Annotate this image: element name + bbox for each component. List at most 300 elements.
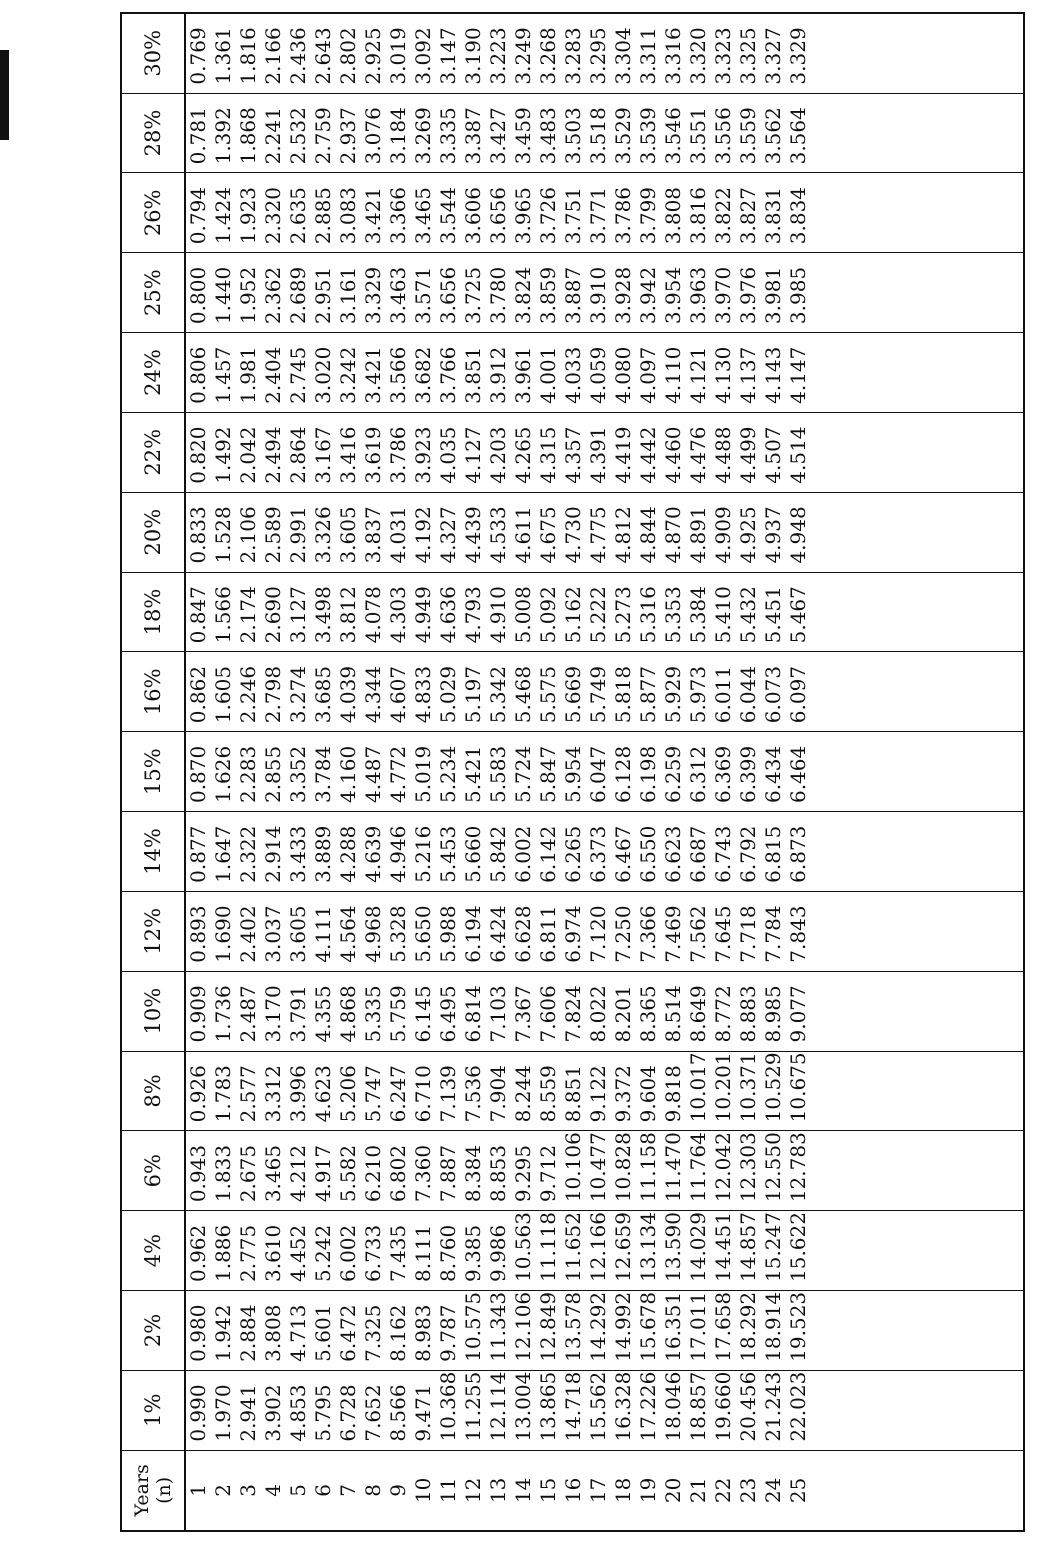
table-cell: 4.730 <box>561 506 585 564</box>
table-cell: 5.575 <box>536 665 560 724</box>
table-cell: 8.760 <box>436 1224 460 1282</box>
n-header-label: (n) <box>153 1476 175 1504</box>
table-cell: 2.106 <box>236 506 260 564</box>
table-cell: 8.559 <box>536 1065 560 1123</box>
table-cell: 3.786 <box>386 426 410 484</box>
table-cell: 3.551 <box>686 107 710 165</box>
table-cell: 21.243 <box>761 1371 785 1442</box>
table-cell: 8.201 <box>611 985 635 1043</box>
value-group <box>311 100 436 165</box>
table-cell: 12.114 <box>486 1371 510 1442</box>
table-cell: 3.766 <box>436 346 460 404</box>
table-cell: 2.643 <box>311 27 335 85</box>
rate-column <box>185 812 1024 892</box>
table-cell: 11.255 <box>461 1371 485 1442</box>
value-group <box>686 579 811 644</box>
table-cell: 1.886 <box>211 1224 235 1282</box>
table-cell: 1.952 <box>236 266 260 325</box>
rate-column <box>185 412 1024 492</box>
table-cell: 3.092 <box>411 27 435 85</box>
value-group <box>186 419 311 484</box>
value-group <box>311 579 436 644</box>
table-cell: 3.465 <box>411 186 435 245</box>
table-cell: 14.029 <box>686 1212 710 1282</box>
table-cell: 2.884 <box>236 1304 260 1362</box>
table-cell: 4.476 <box>686 426 710 484</box>
table-cell: 5.092 <box>536 586 560 644</box>
table-cell: 4.203 <box>486 426 510 484</box>
table-cell: 3.242 <box>336 346 360 404</box>
table-cell: 7.887 <box>436 1144 460 1203</box>
table-cell: 4.925 <box>736 506 760 564</box>
table-cell: 3.387 <box>461 107 485 165</box>
table-cell: 20.456 <box>736 1371 760 1442</box>
table-cell: 2.991 <box>286 506 310 564</box>
table-cell: 8.384 <box>461 1144 485 1203</box>
rate-header: 24% <box>121 333 185 413</box>
table-cell: 6.464 <box>786 745 810 804</box>
table-cell: 4.514 <box>786 426 810 484</box>
table-cell: 6.815 <box>761 825 785 883</box>
rate-column <box>185 652 1024 732</box>
value-group <box>686 898 811 963</box>
table-cell: 3.812 <box>336 586 360 644</box>
value-group <box>686 1451 811 1530</box>
table-cell: 3.816 <box>686 186 710 245</box>
table-cell: 2.675 <box>236 1144 260 1203</box>
rate-column <box>185 492 1024 572</box>
table-cell: 5.669 <box>561 665 585 724</box>
table-cell: 6.369 <box>711 745 735 804</box>
table-cell: 3.963 <box>686 266 710 325</box>
table-cell: 5.988 <box>436 905 460 963</box>
table-cell: 6.312 <box>686 745 710 804</box>
table-cell: 2.689 <box>286 266 310 325</box>
table-cell: 4.121 <box>686 346 710 404</box>
table-cell: 3.912 <box>486 346 510 404</box>
table-cell: 3.037 <box>261 905 285 963</box>
value-group <box>561 1291 686 1362</box>
table-cell: 1 <box>186 1483 210 1497</box>
table-cell: 0.962 <box>186 1224 210 1282</box>
table-cell: 3.726 <box>536 186 560 245</box>
table-cell: 3.147 <box>436 27 460 85</box>
table-cell: 6.097 <box>786 665 810 724</box>
table-cell: 4.946 <box>386 825 410 883</box>
table-cell: 5.234 <box>436 745 460 804</box>
table-cell: 6.495 <box>436 985 460 1043</box>
rate-column <box>185 891 1024 971</box>
table-cell: 3.571 <box>411 266 435 325</box>
rate-column <box>185 1370 1024 1450</box>
value-group <box>436 1137 561 1202</box>
table-cell: 13.004 <box>511 1371 535 1442</box>
table-cell: 9 <box>386 1483 410 1497</box>
table-cell: 12.659 <box>611 1212 635 1282</box>
rotated-table-frame <box>120 12 1025 1532</box>
table-cell: 15.678 <box>636 1291 660 1362</box>
value-group <box>436 179 561 244</box>
value-group <box>561 1212 686 1282</box>
table-cell: 4.636 <box>436 586 460 644</box>
table-cell: 17.011 <box>686 1291 710 1362</box>
table-cell: 1.816 <box>236 27 260 85</box>
table-cell: 3.685 <box>311 665 335 724</box>
table-cell: 5.353 <box>661 586 685 644</box>
table-cell: 4.639 <box>361 825 385 883</box>
table-cell: 11.470 <box>661 1132 685 1203</box>
table-cell: 5.008 <box>511 586 535 644</box>
table-cell: 4.868 <box>336 985 360 1043</box>
table-cell: 1.783 <box>211 1065 235 1123</box>
table-cell: 3.808 <box>261 1304 285 1362</box>
table-cell: 3.780 <box>486 266 510 325</box>
table-cell: 3.985 <box>786 266 810 325</box>
table-cell: 0.833 <box>186 506 210 564</box>
table-cell: 6 <box>311 1483 335 1497</box>
table-cell: 4.460 <box>661 426 685 484</box>
table-cell: 7.325 <box>361 1304 385 1362</box>
table-cell: 3.954 <box>661 266 685 325</box>
header-row <box>121 13 185 1531</box>
rate-header: 10% <box>121 971 185 1051</box>
scan-edge-mark <box>0 50 9 140</box>
value-group <box>311 179 436 244</box>
rate-header: 18% <box>121 572 185 652</box>
table-cell: 0.980 <box>186 1304 210 1362</box>
table-cell: 5.650 <box>411 905 435 963</box>
table-cell: 10.201 <box>711 1052 735 1123</box>
table-cell: 4.110 <box>661 346 685 404</box>
rate-header: 1% <box>121 1370 185 1450</box>
table-cell: 12.042 <box>711 1132 735 1203</box>
table-cell: 3.976 <box>736 266 760 325</box>
table-cell: 2.436 <box>286 27 310 85</box>
table-cell: 4.059 <box>586 346 610 404</box>
table-cell: 3.320 <box>686 27 710 85</box>
table-cell: 1.528 <box>211 506 235 564</box>
table-cell: 3.019 <box>386 27 410 85</box>
table-cell: 6.198 <box>636 745 660 804</box>
table-cell: 6.710 <box>411 1065 435 1123</box>
value-group <box>311 20 436 85</box>
table-cell: 11.652 <box>561 1212 585 1282</box>
table-cell: 2.864 <box>286 426 310 484</box>
table-cell: 4.288 <box>336 825 360 883</box>
value-group <box>686 259 811 324</box>
rate-header: 6% <box>121 1131 185 1211</box>
value-group <box>436 1291 561 1362</box>
value-group <box>686 738 811 803</box>
table-cell: 3.269 <box>411 107 435 165</box>
table-cell: 10.828 <box>611 1132 635 1203</box>
table-cell: 3.427 <box>486 107 510 165</box>
value-group <box>186 1297 311 1362</box>
value-group <box>436 818 561 883</box>
table-cell: 7.562 <box>686 905 710 963</box>
table-cell: 4.097 <box>636 346 660 404</box>
table-cell: 3.831 <box>761 186 785 245</box>
table-cell: 8.883 <box>736 985 760 1043</box>
value-group <box>561 499 686 564</box>
table-cell: 3.910 <box>586 266 610 325</box>
table-cell: 2.690 <box>261 586 285 644</box>
table-cell: 4.713 <box>286 1304 310 1362</box>
table-cell: 2.951 <box>311 266 335 325</box>
table-cell: 3.605 <box>336 506 360 564</box>
table-cell: 4.775 <box>586 506 610 564</box>
table-cell: 2.494 <box>261 426 285 484</box>
table-cell: 21 <box>686 1477 710 1504</box>
table-cell: 2.577 <box>236 1065 260 1123</box>
table-cell: 4.080 <box>611 346 635 404</box>
rate-column <box>185 732 1024 812</box>
value-group <box>686 1371 811 1442</box>
table-cell: 3.416 <box>336 426 360 484</box>
table-cell: 2.042 <box>236 426 260 484</box>
table-cell: 5.029 <box>436 665 460 724</box>
table-cell: 3.316 <box>661 27 685 85</box>
table-cell: 6.424 <box>486 905 510 963</box>
table-cell: 1.605 <box>211 665 235 724</box>
table-cell: 4.127 <box>461 426 485 484</box>
table-cell: 3.851 <box>461 346 485 404</box>
table-cell: 3.725 <box>461 266 485 325</box>
table-cell: 5 <box>286 1483 310 1497</box>
table-cell: 12.849 <box>536 1291 560 1362</box>
table-cell: 1.626 <box>211 745 235 804</box>
table-cell: 7.718 <box>736 905 760 963</box>
table-cell: 3.784 <box>311 745 335 804</box>
table-cell: 6.873 <box>786 825 810 883</box>
table-cell: 5.795 <box>311 1384 335 1442</box>
value-group <box>436 20 561 85</box>
table-cell: 4.355 <box>311 985 335 1043</box>
table-cell: 1.361 <box>211 27 235 85</box>
table-cell: 13.590 <box>661 1212 685 1282</box>
value-group <box>436 1371 561 1442</box>
table-cell: 17.658 <box>711 1291 735 1362</box>
table-cell: 4.968 <box>361 905 385 963</box>
table-cell: 5.273 <box>611 586 635 644</box>
table-cell: 7.367 <box>511 985 535 1043</box>
table-cell: 2.798 <box>261 665 285 724</box>
table-cell: 4.391 <box>586 426 610 484</box>
years-column <box>185 1450 1024 1531</box>
table-cell: 3.483 <box>536 107 560 165</box>
years-header <box>121 1450 185 1531</box>
table-cell: 3.190 <box>461 27 485 85</box>
table-cell: 8.772 <box>711 985 735 1043</box>
table-cell: 4.033 <box>561 346 585 404</box>
table-cell: 4.265 <box>511 426 535 484</box>
table-cell: 10.017 <box>686 1052 710 1123</box>
table-cell: 9.986 <box>486 1224 510 1282</box>
value-group <box>186 1217 311 1282</box>
table-cell: 4.344 <box>361 665 385 724</box>
table-cell: 14.718 <box>561 1371 585 1442</box>
table-cell: 5.451 <box>761 586 785 644</box>
table-cell: 7.824 <box>561 985 585 1043</box>
value-group <box>186 818 311 883</box>
table-cell: 5.724 <box>511 745 535 804</box>
value-group <box>686 1132 811 1203</box>
value-group <box>186 579 311 644</box>
table-cell: 3 <box>236 1483 260 1497</box>
table-cell: 8.162 <box>386 1304 410 1362</box>
value-group <box>186 339 311 404</box>
table-cell: 4.111 <box>311 905 335 963</box>
table-cell: 8.022 <box>586 985 610 1043</box>
value-group <box>436 499 561 564</box>
table-cell: 3.859 <box>536 266 560 325</box>
table-cell: 6.974 <box>561 905 585 963</box>
table-cell: 4.031 <box>386 506 410 564</box>
table-cell: 8.514 <box>661 985 685 1043</box>
rate-column <box>185 333 1024 413</box>
value-group <box>186 1377 311 1442</box>
table-cell: 6.145 <box>411 985 435 1043</box>
table-cell: 3.564 <box>786 107 810 165</box>
table-cell: 13 <box>486 1477 510 1504</box>
table-cell: 20 <box>661 1477 685 1504</box>
value-group <box>686 978 811 1043</box>
table-cell: 6.073 <box>761 665 785 724</box>
table-cell: 3.656 <box>436 266 460 325</box>
table-cell: 11.158 <box>636 1132 660 1203</box>
table-cell: 3.268 <box>536 27 560 85</box>
value-group <box>311 1377 436 1442</box>
table-cell: 24 <box>761 1477 785 1504</box>
value-group <box>686 658 811 723</box>
table-cell: 4.078 <box>361 586 385 644</box>
table-cell: 6.814 <box>461 985 485 1043</box>
table-cell: 5.842 <box>486 825 510 883</box>
table-cell: 6.792 <box>736 825 760 883</box>
value-group <box>561 100 686 165</box>
table-cell: 5.818 <box>611 665 635 724</box>
table-cell: 4.137 <box>736 346 760 404</box>
value-group <box>436 100 561 165</box>
table-cell: 0.847 <box>186 586 210 644</box>
table-cell: 5.328 <box>386 905 410 963</box>
table-cell: 8.983 <box>411 1304 435 1362</box>
table-cell: 6.733 <box>361 1224 385 1282</box>
table-cell: 4.772 <box>386 745 410 804</box>
table-cell: 0.769 <box>186 27 210 85</box>
table-cell: 16.328 <box>611 1371 635 1442</box>
table-cell: 5.583 <box>486 745 510 804</box>
value-group <box>436 579 561 644</box>
table-cell: 7.250 <box>611 905 635 963</box>
table-cell: 8 <box>361 1483 385 1497</box>
table-cell: 3.559 <box>736 107 760 165</box>
table-cell: 3.822 <box>711 186 735 245</box>
table-cell: 3.619 <box>361 426 385 484</box>
table-cell: 14.292 <box>586 1291 610 1362</box>
table-cell: 2.759 <box>311 107 335 165</box>
table-cell: 4.192 <box>411 506 435 564</box>
table-cell: 4.909 <box>711 506 735 564</box>
table-cell: 4.035 <box>436 426 460 484</box>
value-group <box>561 658 686 723</box>
table-cell: 3.020 <box>311 346 335 404</box>
value-group <box>561 1132 686 1203</box>
table-cell: 17.226 <box>636 1371 660 1442</box>
value-group <box>436 978 561 1043</box>
table-cell: 19.523 <box>786 1291 810 1362</box>
table-cell: 3.170 <box>261 985 285 1043</box>
table-cell: 3.329 <box>361 266 385 325</box>
table-cell: 9.077 <box>786 985 810 1043</box>
value-group <box>686 100 811 165</box>
value-group <box>561 339 686 404</box>
table-cell: 3.459 <box>511 107 535 165</box>
table-cell: 2.937 <box>336 107 360 165</box>
table-cell: 1.923 <box>236 186 260 245</box>
table-cell: 5.759 <box>386 985 410 1043</box>
table-cell: 3.786 <box>611 186 635 245</box>
table-cell: 5.467 <box>786 586 810 644</box>
rate-header: 4% <box>121 1211 185 1291</box>
table-cell: 3.942 <box>636 266 660 325</box>
table-cell: 6.002 <box>336 1224 360 1282</box>
table-cell: 7.652 <box>361 1384 385 1442</box>
value-group <box>686 1212 811 1282</box>
table-cell: 8.985 <box>761 985 785 1043</box>
table-cell: 2.362 <box>261 266 285 325</box>
table-cell: 1.690 <box>211 905 235 963</box>
table-cell: 12.303 <box>736 1132 760 1203</box>
table-cell: 3.887 <box>561 266 585 325</box>
table-cell: 3.323 <box>711 27 735 85</box>
table-cell: 12.106 <box>511 1291 535 1362</box>
table-cell: 3.791 <box>286 985 310 1043</box>
table-cell: 3.834 <box>786 186 810 245</box>
table-cell: 5.216 <box>411 825 435 883</box>
table-cell: 6.623 <box>661 825 685 883</box>
value-group <box>186 738 311 803</box>
rate-header: 2% <box>121 1291 185 1371</box>
table-cell: 7.139 <box>436 1065 460 1123</box>
table-cell: 4.212 <box>286 1144 310 1203</box>
value-group <box>436 339 561 404</box>
table-cell: 2.589 <box>261 506 285 564</box>
table-cell: 0.870 <box>186 745 210 804</box>
table-cell: 7.469 <box>661 905 685 963</box>
table-cell: 3.433 <box>286 825 310 883</box>
value-group <box>436 1058 561 1123</box>
table-cell: 3.223 <box>486 27 510 85</box>
value-group <box>561 1451 686 1530</box>
table-cell: 3.682 <box>411 346 435 404</box>
table-cell: 3.311 <box>636 27 660 85</box>
table-cell: 3.544 <box>436 186 460 245</box>
table-cell: 4.130 <box>711 346 735 404</box>
table-cell: 6.265 <box>561 825 585 883</box>
table-cell: 11.343 <box>486 1291 510 1362</box>
table-cell: 3.326 <box>311 506 335 564</box>
table-cell: 11.118 <box>536 1212 560 1282</box>
table-cell: 3.283 <box>561 27 585 85</box>
table-cell: 14.451 <box>711 1212 735 1282</box>
value-group <box>561 978 686 1043</box>
table-cell: 0.893 <box>186 905 210 963</box>
value-group <box>311 339 436 404</box>
table-cell: 6.472 <box>336 1304 360 1362</box>
table-cell: 1.981 <box>236 346 260 404</box>
value-group <box>686 20 811 85</box>
